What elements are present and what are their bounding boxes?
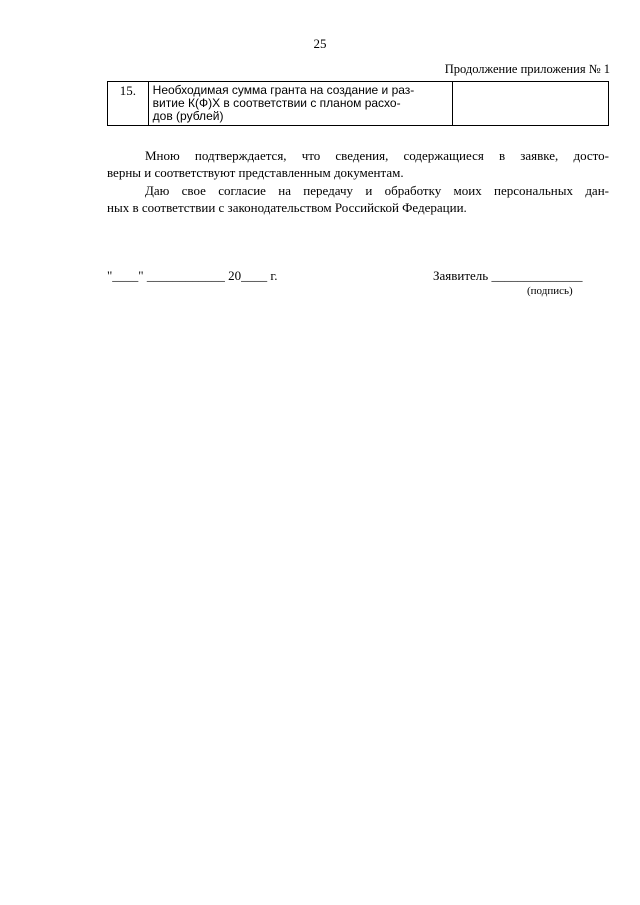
description-line: дов (рублей) <box>152 109 224 123</box>
paragraph-line: верны и соответствуют представленным документам. <box>107 165 404 180</box>
table-row <box>108 82 609 126</box>
continuation-label: Продолжение приложения № 1 <box>444 62 610 76</box>
grant-table <box>107 81 609 126</box>
row-number-cell: 15. <box>108 82 149 126</box>
date-field[interactable]: "____" ____________ 20____ г. <box>107 268 278 283</box>
description-line: витие К(Ф)Х в соответствии с планом расхо- <box>152 96 401 110</box>
row-value-cell[interactable] <box>452 82 608 126</box>
confirmation-paragraph <box>107 147 609 181</box>
signature-hint: (подпись) <box>527 285 573 297</box>
paragraph-line: ных в соответствии с законодательством Российской Федерации. <box>107 200 467 215</box>
page-number: 25 <box>313 36 327 51</box>
consent-paragraph <box>107 182 609 216</box>
description-line: Необходимая сумма гранта на создание и раз- <box>152 83 415 97</box>
paragraph-line: Даю свое согласие на передачу и обработку моих персональных дан- <box>145 183 609 198</box>
paragraph-line: Мною подтверждается, что сведения, содержащиеся в заявке, досто- <box>145 148 609 163</box>
applicant-signature-field[interactable]: Заявитель ______________ <box>433 268 583 283</box>
row-description-cell <box>148 82 452 126</box>
